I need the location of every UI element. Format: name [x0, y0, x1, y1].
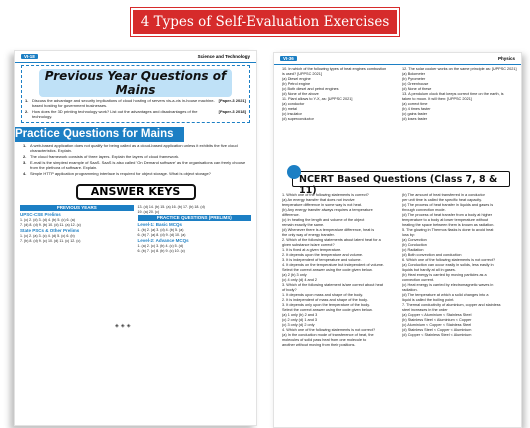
text-line: (d) None of the above [282, 92, 319, 96]
text-line: the only way of energy transfer. [282, 233, 335, 237]
answer-keys-heading: PRACTICE QUESTIONS (PRELIMS) [138, 215, 252, 221]
text-line: (c) In heating the length and volume of the object [282, 218, 365, 222]
text-line: (b) Conduction [402, 243, 427, 247]
subject-label: Science and Technology [197, 54, 250, 59]
question-year: [Paper-3 2021] [218, 98, 246, 103]
text-line: (c) gains faster [402, 112, 428, 116]
practice-questions-list [23, 143, 248, 176]
text-line: (d) loses faster [402, 117, 428, 121]
answer-keys-subheading: State PSCs & Other Prelims [20, 228, 80, 233]
text-line: (b) Heat energy is carried by moving particles as a [402, 273, 487, 277]
text-line: 6. Which one of the following statements is not correct? [402, 258, 496, 262]
text-line: (d) Both convection and conduction [402, 253, 462, 257]
answer-keys-title: ANSWER KEYS [76, 184, 196, 200]
ncert-questions-right [402, 193, 518, 338]
text-line: (b) 4 times faster [402, 107, 431, 111]
question-text: The cloud framework consists of three layers. Explain the layers of cloud framework. [30, 154, 180, 159]
text-line: (a) 2 (b) 3 only [282, 273, 307, 277]
text-line: temperature to a body at lower temperature without [402, 218, 489, 222]
text-line: 2. It depends upon the temperature and volume. [282, 253, 364, 257]
pyq-question [25, 98, 246, 108]
text-line: taken to moon. It will then: [UPPSC 2021] [402, 97, 472, 101]
question-number: 1. [25, 98, 29, 103]
text-line: (d) The temperature at which a solid changes into a [402, 293, 489, 297]
text-line: of body? [282, 288, 297, 292]
text-line: (a) conductor [282, 102, 305, 106]
text-line: liquid is called the boiling point. [402, 298, 455, 302]
answer-row: 1. (a) 2. (c) 3. (b) 4. (c) 5. (d) [137, 244, 184, 248]
question-number: 2. [23, 154, 27, 159]
top-left-questions [282, 67, 394, 122]
text-line: (b) Any energy transfer always requires a temperature [282, 208, 373, 212]
text-line: 1. Which one of the following statements is correct? [282, 193, 369, 197]
question-number: 4. [23, 171, 27, 176]
answer-keys-table [20, 205, 251, 254]
text-line: (c) insulator [282, 112, 302, 116]
text-line: liquids but hardly at all in gases. [402, 268, 456, 272]
ornament-divider: ◈◈◈ [115, 323, 133, 329]
text-line: another without moving from their positions. [282, 343, 356, 347]
practice-question [23, 160, 248, 170]
text-line: given substance is/are correct? [282, 243, 335, 247]
text-line: (a) Bolometer [402, 72, 426, 76]
text-line: Select the correct answer using the code given below. [282, 268, 373, 272]
left-page [14, 50, 257, 426]
question-text: E-mail is the simplest example of SaaS. SaaS is also called 'On Demand software' as the organisations can freely choose from the plethora of software. Explain. [30, 160, 246, 170]
left-page-header [15, 51, 256, 63]
ncert-title: NCERT Based Questions (Class 7, 8 & 11) [299, 174, 498, 196]
answer-row: 6. (b) 7. (c) 8. (b) 9. (c) 10. (c) [137, 249, 185, 253]
text-line: (c) 2 only (d) 1 and 3 [282, 318, 318, 322]
text-line: 3. It depends only upon the temperature of the body. [282, 303, 370, 307]
text-line: 3. It is independent of temperature and volume. [282, 258, 362, 262]
text-line: loss by: [402, 233, 415, 237]
text-line: (a) correct time [402, 102, 428, 106]
text-line: steel increases in the order [402, 308, 448, 312]
question-text: Simple HTTP application programming interface is required for object storage. What is object storage? [30, 171, 211, 176]
practice-question [23, 171, 248, 176]
banner-title: 4 Types of Self-Evaluation Exercises [131, 8, 399, 36]
text-line: 10. In which of the following types of heat engines combustion [282, 67, 387, 71]
text-line: molecules of solid pass heat from one molecule to [282, 338, 367, 342]
text-line: heating the space between them is known as radiation. [402, 223, 495, 227]
text-line: (b) Stainless Steel < Aluminium < Copper [402, 318, 472, 322]
answer-keys-heading: PREVIOUS YEARS [20, 205, 134, 211]
text-line: Select the correct answer using the code given below. [282, 308, 373, 312]
top-right-questions [402, 67, 517, 122]
answer-row: 19. (a) 20. (c) [137, 210, 160, 214]
text-line: (a) Diesel engine [282, 77, 311, 81]
text-line: (a) Convection [402, 238, 427, 242]
right-page [273, 52, 522, 428]
text-line: (c) Radiation [402, 248, 424, 252]
text-line: (c) Greenhouse [402, 82, 429, 86]
question-text: Discuss the advantage and security implications of cloud hosting of servers vis-a-vis in-house machine-based hosting for government businesses. [32, 98, 215, 108]
right-page-header [274, 53, 521, 65]
text-line: 2. Which of the following statements about latent heat for a [282, 238, 381, 242]
text-line: (a) 1 only (b) 2 and 3 [282, 313, 318, 317]
text-line: (b) The amount of heat transferred in a conductor [402, 193, 485, 197]
text-line: remain exactly the same. [282, 223, 325, 227]
text-line: (a) An energy transfer that does not involve [282, 198, 355, 202]
text-line: 5. The glowing in Thermos flasks is done to avoid heat [402, 228, 494, 232]
practice-question [23, 143, 248, 153]
text-line: (b) Pyrometer [402, 77, 426, 81]
text-line: (d) Copper < Stainless Steel < Aluminium [402, 333, 472, 337]
practice-question [23, 154, 248, 159]
text-line: convection current. [402, 278, 435, 282]
text-line: 3. Which of the following statement is/are correct about heat [282, 283, 383, 287]
text-line: is used? [UPPSC 2021] [282, 72, 322, 76]
answer-row: 6. (b) 7. (a) 8. (d) 9. (d) 10. (a) [137, 233, 186, 237]
text-line: 11. Plant allows to Y-X, as: [UPPSC 2021] [282, 97, 353, 101]
text-line: (a) Conduction can occur easily in solids, less easily in [402, 263, 494, 267]
pyq-question [25, 109, 246, 119]
text-line: 4. Which one of the following statements is not correct? [282, 328, 376, 332]
text-line: (b) Petrol engine [282, 82, 311, 86]
text-line: (a) In the conduction mode of transference of heat, the [282, 333, 374, 337]
answer-keys-subheading: Level-2: Advance MCQs [137, 238, 189, 243]
text-line: 7. Thermal conductivity of aluminium, copper and stainless [402, 303, 501, 307]
question-number: 1. [23, 143, 27, 148]
question-text: How does the 3D printing technology work? List out the advantages and disadvantages of the technology. [32, 109, 198, 119]
answer-row: 7. (b) 8. (d) 9. (c) 10. (d) 11. (c) 12. (c) [20, 239, 81, 243]
answer-keys-subheading: Level-1: Basic MCQs [137, 222, 183, 227]
text-line: (d) superconductor [282, 117, 314, 121]
text-line: (c) Aluminium < Copper < Stainless Steel [402, 323, 472, 327]
text-line: (d) Stainless Steel < Copper < Aluminium [402, 328, 472, 332]
text-line: 13. A pendulum clock that keeps correct time on the earth, is [402, 92, 504, 96]
answer-row: 7. (d) 8. (d) 9. (b) 10. (d) 11. (a) 12. (c) [20, 223, 81, 227]
text-line: (d) Whenever there is a temperature difference, heat is [282, 228, 375, 232]
pyq-section [21, 65, 250, 123]
text-line: (a) Copper < Aluminium < Stainless Steel [402, 313, 472, 317]
text-line: (d) The process of heat transfer from a body at higher [402, 213, 493, 217]
page-number: VI-36 [280, 56, 297, 61]
text-line: 4. It depends on the temperature but independent of volume. [282, 263, 384, 267]
text-line: 12. The solar cooker works on the same principle as: [UPPSC 2021] [402, 67, 517, 71]
answer-row: 1. (c) 2. (d) 3. (d) 4. (b) 5. (c) 6. (a) [20, 218, 75, 222]
text-line: per unit time is called the specific heat capacity. [402, 198, 482, 202]
text-line: (c) 4 only (d) 4 and 2 [282, 278, 318, 282]
text-line: 2. It is independent of mass and shape of the body. [282, 298, 368, 302]
question-text: A web-based application does not qualify for being called as a cloud-based application unless it exhibits the five cloud characteristics. Explain. [30, 143, 238, 153]
answer-keys-right-column [138, 205, 252, 254]
text-line: 1. It is fixed at a given temperature. [282, 248, 342, 252]
text-line: through convection mode. [402, 208, 446, 212]
answer-row: 1. (c) 2. (a) 3. (c) 4. (d) 5. (c) 6. (b) [20, 234, 75, 238]
practice-questions-title: Practice Questions for Mains [14, 127, 184, 142]
text-line: 1. It depends upon mass and shape of the body. [282, 293, 363, 297]
text-line: (c) The process of heat transfer in liquids and gases is [402, 203, 494, 207]
text-line: (c) 3 only (d) 2 only [282, 323, 315, 327]
ncert-questions-left [282, 193, 396, 348]
subject-label: Physics [497, 56, 515, 61]
page-number: VI-18 [21, 54, 38, 59]
text-line: (b) metal [282, 107, 297, 111]
question-year: [Paper-3 2018] [218, 109, 246, 114]
text-line: (c) Both diesel and petrol engines [282, 87, 339, 91]
answer-keys-left-column [20, 205, 134, 254]
answer-row: 1. (b) 2. (a) 3. (d) 4. (b) 5. (a) [137, 228, 184, 232]
pyq-title: Previous Year Questions of Mains [39, 69, 232, 97]
question-number: 2. [25, 109, 29, 114]
text-line: (c) Heat energy is carried by electromagnetic waves in [402, 283, 494, 287]
text-line: temperature difference in some way is not heat. [282, 203, 362, 207]
text-line: difference. [282, 213, 300, 217]
question-number: 3. [23, 160, 27, 165]
answer-keys-subheading: UPSC-CSE Prelims [20, 212, 61, 217]
answer-row: 13. (d) 14. (b) 15. (a) 16. (b) 17. (b) 18. (d) [137, 205, 205, 209]
text-line: radiation. [402, 288, 418, 292]
text-line: (d) None of these [402, 87, 432, 91]
